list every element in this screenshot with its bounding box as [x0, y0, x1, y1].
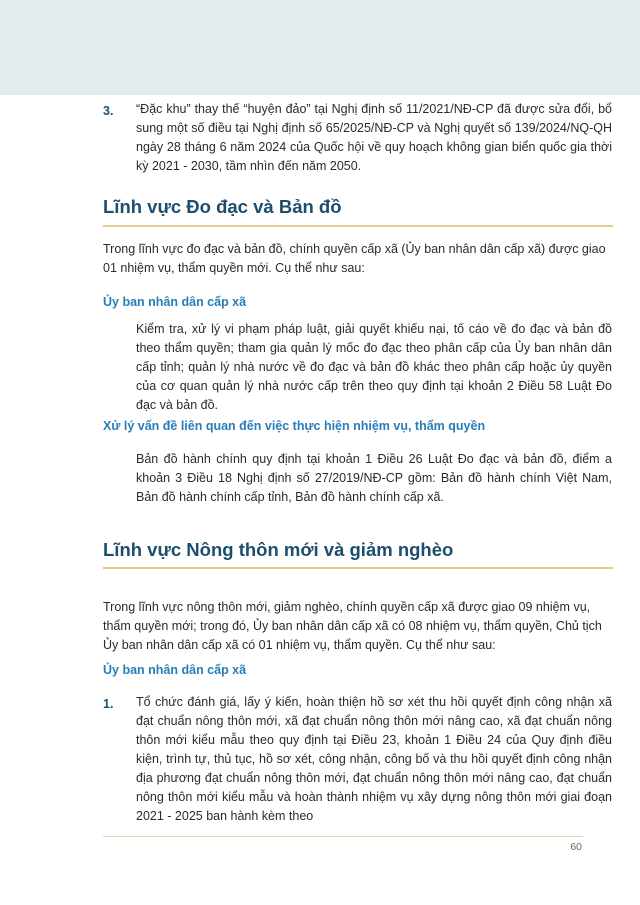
page-number: 60 [570, 841, 582, 853]
subsection-title: Xử lý vấn đề liên quan đến việc thực hiện nhiệm vụ, thẩm quyền [103, 419, 486, 433]
item-text: “Đặc khu” thay thế “huyện đảo” tại Nghị định số 11/2021/NĐ-CP đã được sửa đổi, bổ sung một số điều tại Nghị định số 65/2025/NĐ-CP và Nghị quyết số 139/2024/NQ-QH ngày 28 tháng 6 năm 2024 của Quốc hội về quy hoạch không gian biển quốc gia thời kỳ 2021 - 2030, tầm nhìn đến năm 2050. [136, 102, 612, 173]
item-number: 3. [103, 104, 114, 118]
subsection-text: Kiểm tra, xử lý vi phạm pháp luật, giải quyết khiếu nại, tố cáo về đo đạc và bản đồ theo thẩm quyền; tham gia quản lý mốc đo đạc theo phân cấp của Ủy ban nhân dân cấp tỉnh; quản lý nhà nước về đo đạc và bản đồ khác theo phân cấp hoặc ủy quyền của cơ quan quản lý nhà nước cấp trên theo quy định tại khoản 2 Điều 58 Luật Đo đạc và bản đồ. [136, 322, 612, 412]
item-text: Tổ chức đánh giá, lấy ý kiến, hoàn thiện hồ sơ xét thu hồi quyết định công nhận xã đạt chuẩn nông thôn mới, xã đạt chuẩn nông thôn mới nâng cao, xã đạt chuẩn nông thôn mới kiểu mẫu theo quy định tại Điều 23, khoản 1 Điều 24 của Quy định điều kiện, trình tự, thủ tục, hồ sơ xét, công nhận, công bố và thu hồi quyết định công nhận địa phương đạt chuẩn nông thôn mới, đạt chuẩn nông thôn mới nâng cao, đạt chuẩn nông thôn mới kiểu mẫu và hoàn thành nhiệm vụ xây dựng nông thôn mới giai đoạn 2021 - 2025 ban hành kèm theo [136, 695, 612, 823]
section-intro: Trong lĩnh vực đo đạc và bản đồ, chính quyền cấp xã (Ủy ban nhân dân cấp xã) được giao 01 nhiệm vụ, thẩm quyền mới. Cụ thể như sau: [103, 242, 606, 275]
item-number: 1. [103, 697, 114, 711]
header-band [0, 0, 640, 95]
section-title-rural: Lĩnh vực Nông thôn mới và giảm nghèo [103, 539, 454, 560]
section-title-surveying: Lĩnh vực Đo đạc và Bản đồ [103, 196, 342, 217]
subsection-title: Ủy ban nhân dân cấp xã [103, 295, 247, 309]
subsection-title: Ủy ban nhân dân cấp xã [103, 663, 247, 677]
section-divider [103, 567, 613, 569]
section-divider [103, 225, 613, 227]
footer-divider [103, 836, 583, 837]
subsection-text: Bản đồ hành chính quy định tại khoản 1 Điều 26 Luật Đo đạc và bản đồ, điểm a khoản 3 Điều 18 Nghị định số 27/2019/NĐ-CP gồm: Bản đồ hành chính Việt Nam, Bản đồ hành chính cấp tỉnh, Bản đồ hành chính cấp xã. [136, 452, 612, 504]
section-intro: Trong lĩnh vực nông thôn mới, giảm nghèo, chính quyền cấp xã được giao 09 nhiệm vụ, thẩm quyền mới; trong đó, Ủy ban nhân dân cấp xã có 08 nhiệm vụ, thẩm quyền, Chủ tịch Ủy ban nhân dân cấp xã có 01 nhiệm vụ, thẩm quyền. Cụ thể như sau: [103, 600, 602, 652]
